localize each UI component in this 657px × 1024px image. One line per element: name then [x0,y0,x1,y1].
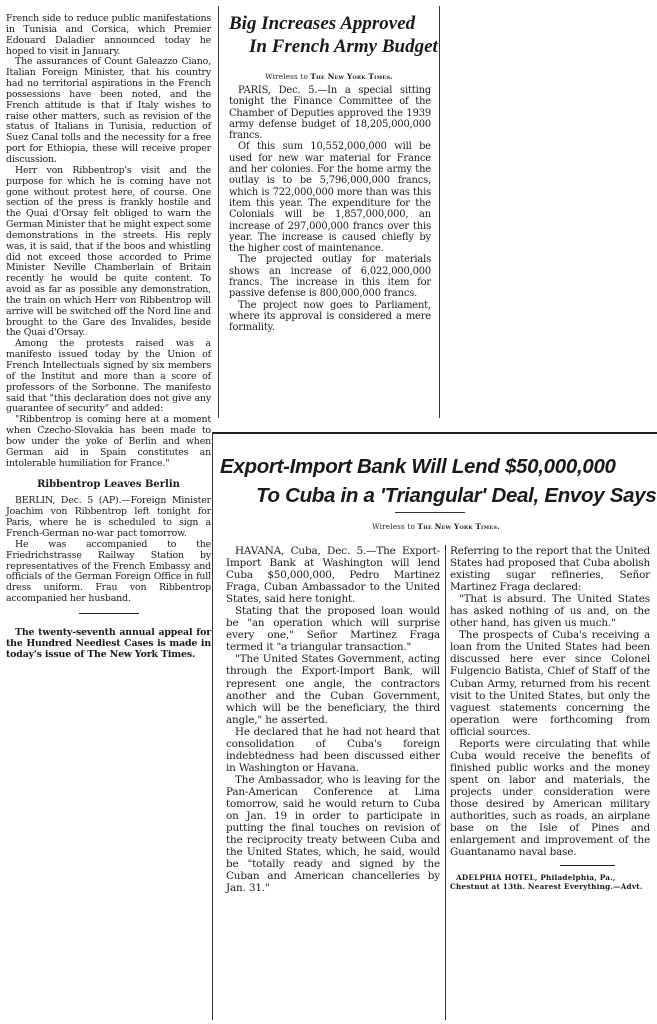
divider [79,613,139,614]
paragraph: The project now goes to Parliament, where its approval is considered a mere formality. [229,299,431,334]
dateline-credit [219,72,439,81]
paragraph: Among the protests raised was a manifesto issued today by the Union of French Intellectuals signed by six members of the Institut and more than a score of professors of the Sorbonne. The manifesto said that "this declaration does not give any guarantee of security" and added: [6,338,211,415]
paragraph: HAVANA, Cuba, Dec. 5.—The Export-Import Bank at Washington will lend Cuba $50,000,000, Pedro Martinez Fraga, Cuban Ambassador to the United States, said here tonight. [226,545,440,606]
dateline-credit [226,522,646,531]
paragraph: "That is absurd. The United States has asked nothing of us and, on the other hand, has given us much." [450,593,650,630]
paragraph: Stating that the proposed loan would be "an operation which will surprise every one," Señor Martinez Fraga termed it "a triangular transaction." [226,605,440,654]
ad-line: Chestnut at 13th. Nearest Everything.—Advt. [450,882,643,892]
headline-line: In French Army Budget [249,36,438,57]
paragraph: "The United States Government, acting through the Export-Import Bank, will represent one angle, the contractors another and the Cuban Government, which will be the beneficiary, the third angle," he asserted. [226,653,440,726]
paragraph: "Ribbentrop is coming here at a moment when Czecho-Slovakia has been made to bow under the yoke of Berlin and when German aid in Spain constitutes an intolerable humiliation for France." [6,414,211,469]
divider [395,512,465,513]
budget-article [218,6,440,418]
headline-line: To Cuba in a 'Triangular' Deal, Envoy Says [256,484,657,507]
column-rule [445,545,446,1020]
paragraph: Herr von Ribbentrop's visit and the purpose for which he is coming have not gone without protest here, of course. One section of the press is frankly hostile and the Quai d'Orsay felt obliged to warn the German Minister that he might expect some demonstrations in the streets. His reply was, it is said, that if the boos and whistling did not exceed those accorded to Prime Minister Neville Chamberlain of Britain recently he would be quite content. To avoid as far as possible any demonstration, the train on which Herr von Ribbentrop will arrive will be switched off the Nord line and brought to the Gare des Invalides, beside the Quai d'Orsay. [6,164,211,339]
credit-paper: The New York Times. [417,522,500,531]
column-rule [212,432,213,1020]
hotel-advertisement [450,873,650,891]
exim-right-column [450,545,650,891]
exim-left-column [226,545,440,894]
budget-body [229,85,431,334]
credit-prefix: Wireless to [372,522,416,531]
headline-line: Big Increases Approved [229,13,416,34]
left-column [6,14,211,660]
subheading: Ribbentrop Leaves Berlin [37,479,180,491]
ad-line: ADELPHIA HOTEL, Philadelphia, Pa., [456,873,616,883]
paragraph: The Ambassador, who is leaving for the Pan-American Conference at Lima tomorrow, said he would return to Cuba on Jan. 19 in order to participate in putting the final touches on revision of the reciprocity treaty between Cuba and the United States, which, he said, would be "totally ready and signed by the Cuban and American chancelleries by Jan. 31." [226,773,440,895]
paragraph: Referring to the report that the United States had proposed that Cuba abolish existing sugar refineries, Señor Martinez Fraga declared: [450,545,650,594]
neediest-appeal: The twenty-seventh annual appeal for the Hundred Neediest Cases is made in today's issue of The New York Times. [6,626,211,660]
headline-line: Export-Import Bank Will Lend $50,000,000 [220,455,616,478]
paragraph: Of this sum 10,552,000,000 will be used for new war material for France and her colonies. For the home army the outlay is to be 5,796,000,000 francs, which is 722,000,000 more than was this item this year. The expenditure for the Colonials will be 1,857,000,000, an increase of 297,000,000 francs over this year. The increase is caused chiefly by the higher cost of maintenance. [229,141,431,255]
credit-prefix: Wireless to [265,72,309,81]
paragraph: The prospects of Cuba's receiving a loan from the United States had been discussed here ever since Colonel Fulgencio Batista, Chief of Staff of the Cuban Army, returned from his recent visit to the United States, but only the vaguest statements concerning the operation were forthcoming from official sources. [450,629,650,738]
paragraph: The assurances of Count Galeazzo Ciano, Italian Foreign Minister, that his country had no territorial aspirations in the French possessions have been noted, and the French attitude is that if Italy wishes to raise other matters, such as revision of the status of Italians in Tunisia, reduction of Suez Canal tolls and the necessity for a free port for Ethiopia, these will receive proper discussion. [6,56,211,165]
exim-headline-block [212,432,657,510]
paragraph: The projected outlay for materials shows an increase of 6,022,000,000 francs. The increase in this item for passive defense is 800,000,000 francs. [229,254,431,300]
paragraph: He declared that he had not heard that consolidation of Cuba's foreign indebtedness had been discussed either in Washington or Havana. [226,725,440,774]
budget-headline [229,12,439,58]
divider [560,865,615,866]
paragraph: PARIS, Dec. 5.—In a special sitting tonight the Finance Committee of the Chamber of Deputies approved the 1939 army defense budget of 18,205,000,000 francs. [229,85,431,142]
paragraph: BERLIN, Dec. 5 (AP).—Foreign Minister Joachim von Ribbentrop left tonight for Paris, where he is scheduled to sign a French-German no-war pact tomorrow. [6,495,211,539]
paragraph: Reports were circulating that while Cuba would receive the benefits of finished public works and the money spent on labor and materials, the projects under consideration were those desired by American military authorities, such as roads, an airplane base on the Isle of Pines and enlargement and improvement of the Guantanamo naval base. [450,737,650,859]
exim-headline [220,452,657,510]
paragraph: He was accompanied to the Friedrichstrasse Railway Station by representatives of the French Embassy and officials of the German Foreign Office in full dress uniform. Frau von Ribbentrop accompanied her husband. [6,538,211,605]
paragraph: French side to reduce public manifestations in Tunisia and Corsica, which Premier Edouard Daladier announced today he hoped to visit in January. [6,13,211,57]
credit-paper: The New York Times. [310,72,393,81]
